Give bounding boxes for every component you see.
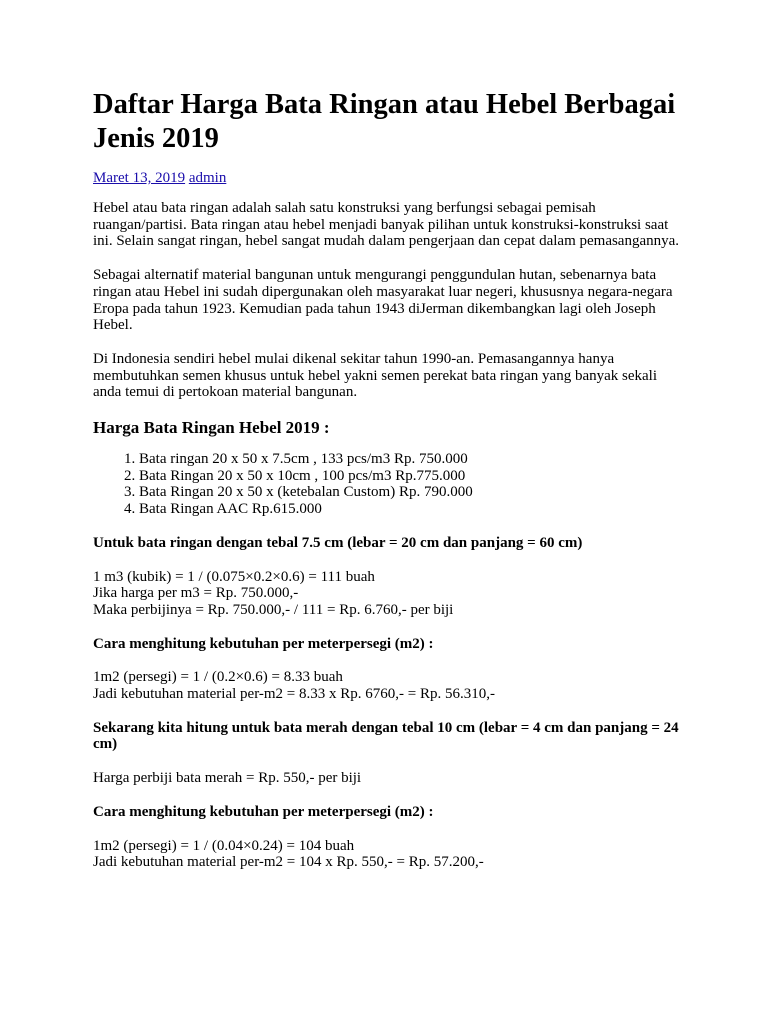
price-list-item: 2. Bata Ringan 20 x 50 x 10cm , 100 pcs/m3 Rp.775.000: [139, 468, 683, 485]
price-list-item: 4. Bata Ringan AAC Rp.615.000: [139, 501, 683, 518]
calc-line: Jadi kebutuhan material per-m2 = 104 x Rp. 550,- = Rp. 57.200,-: [93, 854, 484, 871]
calc-heading: Cara menghitung kebutuhan per meterpersegi (m2) :: [93, 803, 434, 820]
calc-line: 1 m3 (kubik) = 1 / (0.075×0.2×0.6) = 111 buah: [93, 568, 375, 585]
author-link[interactable]: admin: [188, 170, 227, 186]
calc-heading: Untuk bata ringan dengan tebal 7.5 cm (lebar = 20 cm dan panjang = 60 cm): [93, 534, 583, 551]
calc-line: 1m2 (persegi) = 1 / (0.2×0.6) = 8.33 buah: [93, 669, 343, 686]
post-date-link[interactable]: Maret 13, 2019: [93, 170, 186, 186]
intro-paragraph: Sebagai alternatif material bangunan untuk mengurangi penggundulan hutan, sebenarnya bata ringan atau Hebel ini sudah dipergunakan oleh masyarakat luar negeri, khususnya negara-negara Eropa pada tahun 1923. Kemudian pada tahun 1943 diJerman dikembangkan lagi oleh Joseph Hebel.: [93, 267, 673, 334]
article-title: Daftar Harga Bata Ringan atau Hebel Berbagai Jenis 2019: [93, 89, 676, 154]
calc-line: 1m2 (persegi) = 1 / (0.04×0.24) = 104 buah: [93, 837, 355, 854]
post-meta: [93, 169, 683, 187]
intro-paragraph: Hebel atau bata ringan adalah salah satu konstruksi yang berfungsi sebagai pemisah ruangan/partisi. Bata ringan atau hebel menjadi banyak pilihan untuk konstruksi-konstruksi saat ini. Selain sangat ringan, hebel sangat mudah dalam pengerjaan dan cepat dalam pemasangannya.: [93, 200, 680, 250]
calc-block: [93, 569, 683, 619]
price-list: [93, 451, 683, 518]
calc-block: [93, 669, 683, 702]
intro-paragraph: Di Indonesia sendiri hebel mulai dikenal sekitar tahun 1990-an. Pemasangannya hanya membutuhkan semen khusus untuk hebel yakni semen perekat bata ringan yang banyak sekali anda temui di pertokoan material bangunan.: [93, 350, 658, 401]
calc-heading: Sekarang kita hitung untuk bata merah dengan tebal 10 cm (lebar = 4 cm dan panjang = 24 cm): [93, 719, 679, 753]
article: [93, 88, 683, 871]
calc-block: [93, 838, 683, 871]
calc-line: Jika harga per m3 = Rp. 750.000,-: [93, 585, 299, 602]
calc-heading: Cara menghitung kebutuhan per meterpersegi (m2) :: [93, 635, 434, 652]
calc-line: Jadi kebutuhan material per-m2 = 8.33 x Rp. 6760,- = Rp. 56.310,-: [93, 686, 495, 703]
price-heading: Harga Bata Ringan Hebel 2019 :: [93, 418, 330, 438]
calc-line: Maka perbijinya = Rp. 750.000,- / 111 = Rp. 6.760,- per biji: [93, 601, 454, 618]
price-list-item: 1. Bata ringan 20 x 50 x 7.5cm , 133 pcs/m3 Rp. 750.000: [139, 451, 683, 468]
price-list-item: 3. Bata Ringan 20 x 50 x (ketebalan Custom) Rp. 790.000: [139, 484, 683, 501]
calc-line: Harga perbiji bata merah = Rp. 550,- per biji: [93, 770, 362, 787]
